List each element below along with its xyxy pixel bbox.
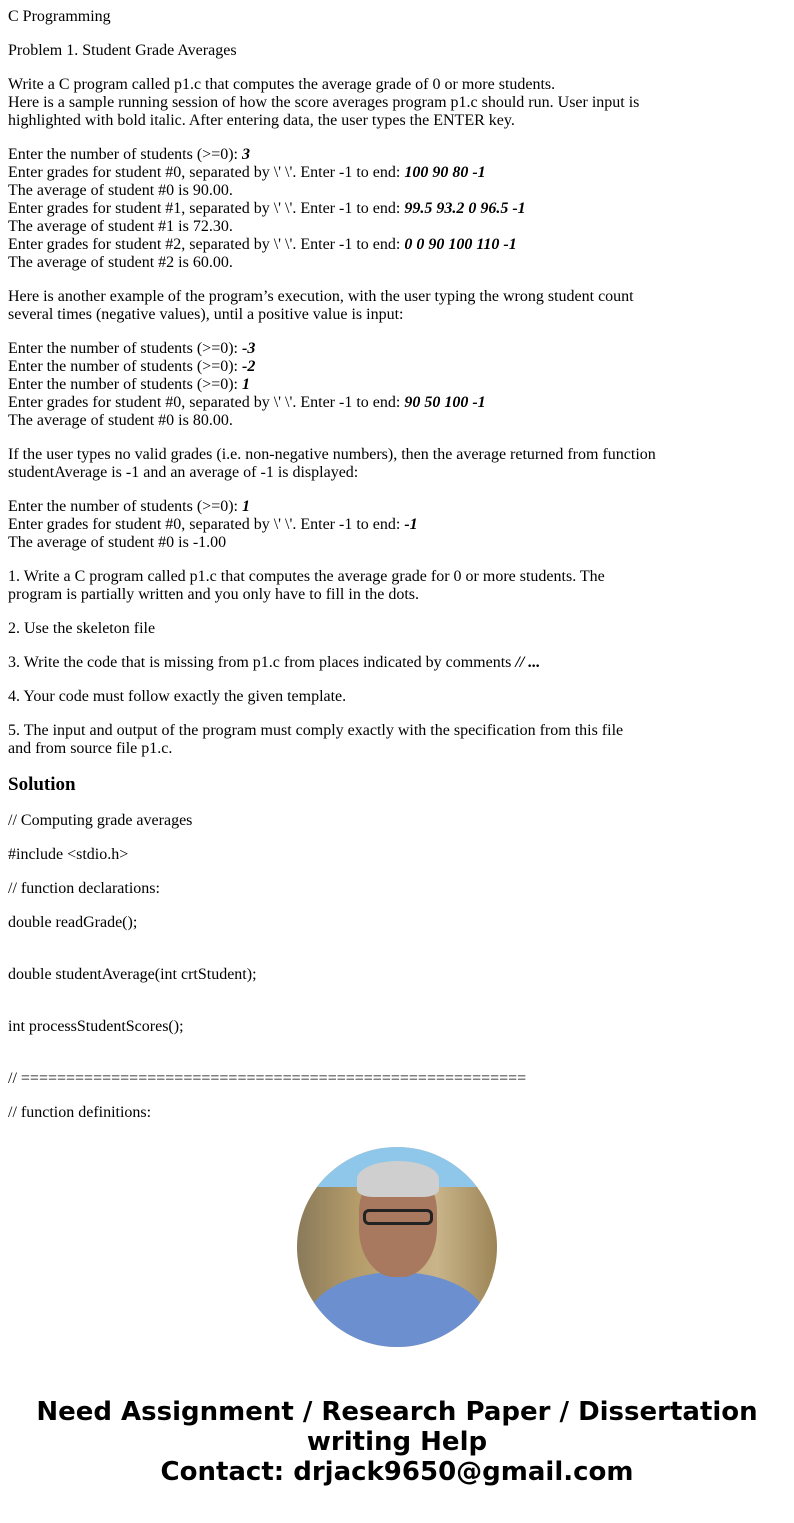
session-line bbox=[8, 200, 786, 218]
session-3 bbox=[8, 498, 786, 552]
prompt-text: The average of student #2 is 60.00. bbox=[8, 254, 233, 271]
banner-line: Contact: drjack9650@gmail.com bbox=[160, 1457, 634, 1487]
step-4: 4. Your code must follow exactly the given template. bbox=[8, 688, 347, 705]
step-5 bbox=[8, 722, 786, 758]
banner-line: Need Assignment / Research Paper / Dissertation bbox=[36, 1397, 758, 1427]
text-line: Write a C program called p1.c that computes the average grade of 0 or more students. bbox=[8, 76, 556, 93]
code-line: // ======================================================== bbox=[8, 1070, 527, 1087]
session-line bbox=[8, 182, 786, 200]
prompt-text: The average of student #0 is 90.00. bbox=[8, 182, 233, 199]
text-line: If the user types no valid grades (i.e. non-negative numbers), then the average returned from function bbox=[8, 446, 656, 463]
user-input: -1 bbox=[404, 516, 418, 533]
author-photo bbox=[297, 1147, 497, 1347]
text-line: 5. The input and output of the program must comply exactly with the specification from this file bbox=[8, 722, 624, 739]
step-3-comment: // ... bbox=[515, 654, 541, 671]
prompt-text: Enter grades for student #1, separated by \' \'. Enter -1 to end: bbox=[8, 200, 405, 217]
prompt-text: Enter the number of students (>=0): bbox=[8, 358, 242, 375]
text-line: 1. Write a C program called p1.c that computes the average grade for 0 or more students. The bbox=[8, 568, 605, 585]
contact-banner bbox=[8, 1397, 786, 1487]
prompt-text: Enter grades for student #0, separated by \' \'. Enter -1 to end: bbox=[8, 394, 405, 411]
user-input: -2 bbox=[242, 358, 256, 375]
step-3-text: 3. Write the code that is missing from p1.c from places indicated by comments bbox=[8, 654, 516, 671]
step-3 bbox=[8, 654, 786, 672]
prompt-text: Enter the number of students (>=0): bbox=[8, 340, 242, 357]
document bbox=[8, 8, 786, 1122]
user-input: 1 bbox=[242, 498, 250, 515]
session-2 bbox=[8, 340, 786, 430]
session-line bbox=[8, 218, 786, 236]
user-input: 0 0 90 100 110 -1 bbox=[404, 236, 517, 253]
intro-paragraph bbox=[8, 76, 786, 130]
code-line: double studentAverage(int crtStudent); bbox=[8, 966, 257, 983]
session-line bbox=[8, 534, 786, 552]
session-1 bbox=[8, 146, 786, 272]
prompt-text: Enter grades for student #2, separated by \' \'. Enter -1 to end: bbox=[8, 236, 405, 253]
session-line bbox=[8, 412, 786, 430]
session-line bbox=[8, 340, 786, 358]
banner-line: writing Help bbox=[306, 1427, 488, 1457]
session-line bbox=[8, 236, 786, 254]
text-line: Here is a sample running session of how the score averages program p1.c should run. User input is bbox=[8, 94, 640, 111]
solution-heading: Solution bbox=[8, 774, 76, 795]
user-input: 1 bbox=[242, 376, 250, 393]
text-line: studentAverage is -1 and an average of -1 is displayed: bbox=[8, 464, 359, 481]
prompt-text: Enter grades for student #0, separated by \' \'. Enter -1 to end: bbox=[8, 516, 405, 533]
session-line bbox=[8, 498, 786, 516]
session-line bbox=[8, 146, 786, 164]
session-line bbox=[8, 358, 786, 376]
user-input: 100 90 80 -1 bbox=[404, 164, 486, 181]
session-line bbox=[8, 164, 786, 182]
code-line: double readGrade(); bbox=[8, 914, 138, 931]
prompt-text: Enter the number of students (>=0): bbox=[8, 146, 242, 163]
user-input: 90 50 100 -1 bbox=[404, 394, 486, 411]
session-line bbox=[8, 394, 786, 412]
text-line: several times (negative values), until a positive value is input: bbox=[8, 306, 404, 323]
text-line: highlighted with bold italic. After entering data, the user types the ENTER key. bbox=[8, 112, 515, 129]
step-1 bbox=[8, 568, 786, 604]
prompt-text: The average of student #0 is 80.00. bbox=[8, 412, 233, 429]
user-input: 99.5 93.2 0 96.5 -1 bbox=[404, 200, 526, 217]
code-line: // function definitions: bbox=[8, 1104, 152, 1121]
solution-code bbox=[8, 812, 786, 1122]
prompt-text: Enter the number of students (>=0): bbox=[8, 376, 242, 393]
text-line: Here is another example of the program’s execution, with the user typing the wrong student count bbox=[8, 288, 634, 305]
step-2: 2. Use the skeleton file bbox=[8, 620, 156, 637]
another-example-paragraph bbox=[8, 288, 786, 324]
doc-title: C Programming bbox=[8, 8, 111, 25]
prompt-text: The average of student #1 is 72.30. bbox=[8, 218, 233, 235]
user-input: 3 bbox=[242, 146, 250, 163]
prompt-text: The average of student #0 is -1.00 bbox=[8, 534, 227, 551]
no-valid-paragraph bbox=[8, 446, 786, 482]
session-line bbox=[8, 376, 786, 394]
session-line bbox=[8, 254, 786, 272]
prompt-text: Enter the number of students (>=0): bbox=[8, 498, 242, 515]
session-line bbox=[8, 516, 786, 534]
code-line: int processStudentScores(); bbox=[8, 1018, 184, 1035]
code-line: #include <stdio.h> bbox=[8, 846, 129, 863]
text-line: and from source file p1.c. bbox=[8, 740, 173, 757]
user-input: -3 bbox=[242, 340, 256, 357]
problem-title: Problem 1. Student Grade Averages bbox=[8, 42, 237, 59]
prompt-text: Enter grades for student #0, separated by \' \'. Enter -1 to end: bbox=[8, 164, 405, 181]
code-line: // function declarations: bbox=[8, 880, 160, 897]
code-line: // Computing grade averages bbox=[8, 812, 193, 829]
text-line: program is partially written and you only have to fill in the dots. bbox=[8, 586, 420, 603]
